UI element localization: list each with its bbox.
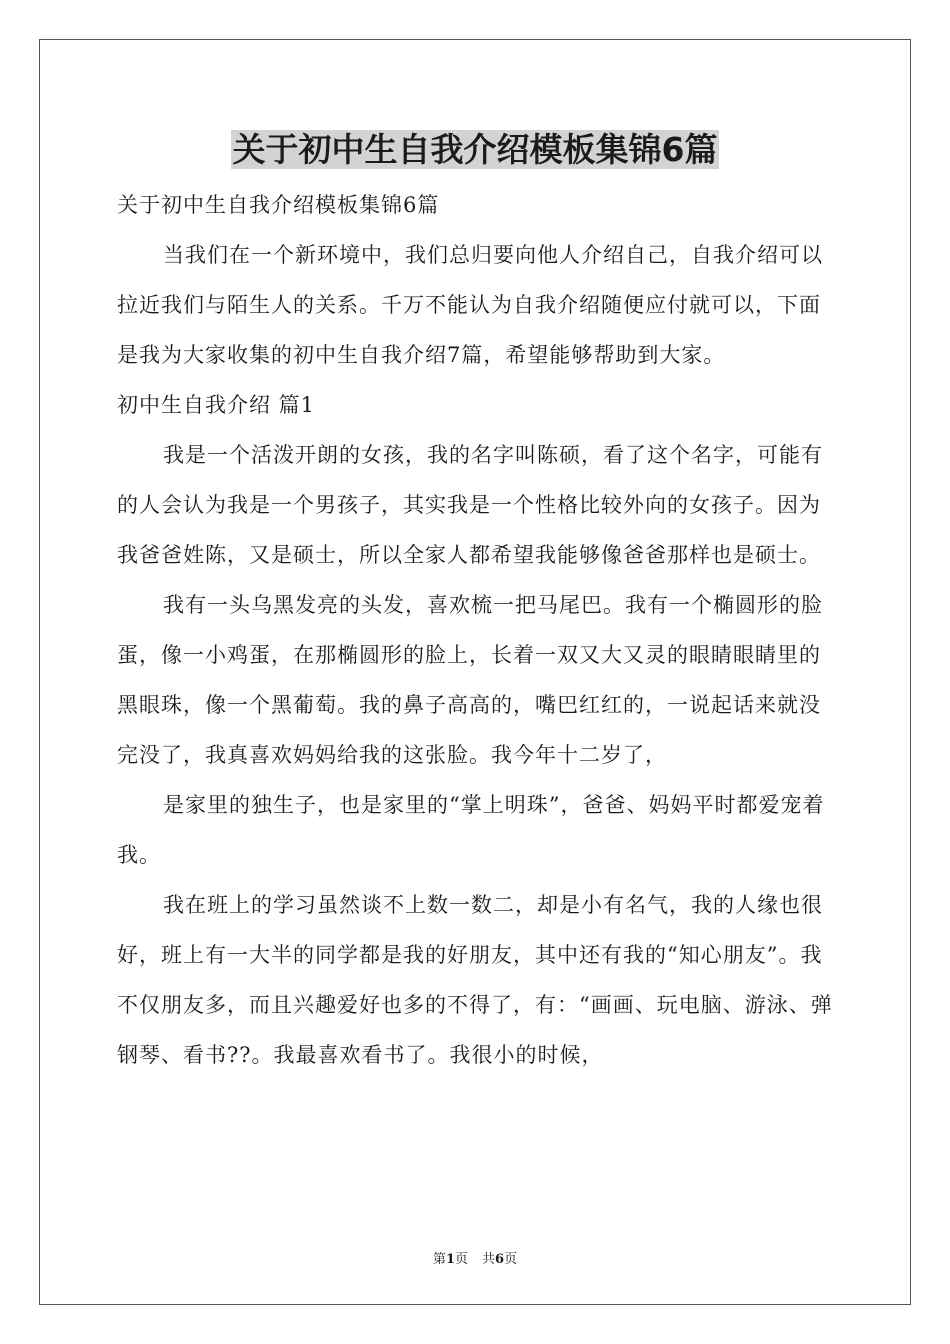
total-prefix: 共 [482, 1252, 496, 1267]
section-heading: 初中生自我介绍 篇1 [117, 393, 316, 417]
intro-paragraph: 当我们在一个新环境中，我们总归要向他人介绍自己，自我介绍可以拉近我们与陌生人的关系。千万不能认为自我介绍随便应付就可以，下面是我为大家收集的初中生自我介绍7篇，希望能够帮助到大家。 [117, 243, 823, 367]
body-paragraph: 是家里的独生子，也是家里的“掌上明珠”，爸爸、妈妈平时都爱宠着我。 [117, 793, 825, 867]
document-title [0, 128, 950, 172]
body-paragraph: 我在班上的学习虽然谈不上数一数二，却是小有名气，我的人缘也很好，班上有一大半的同学都是我的好朋友，其中还有我的“知心朋友”。我不仅朋友多，而且兴趣爱好也多的不得了，有：“画画、玩电脑、游泳、弹钢琴、看书??。我最喜欢看书了。我很小的时候， [117, 893, 833, 1067]
document-body [117, 180, 837, 1080]
page-current: 1 [445, 1252, 455, 1267]
document-title-text: 关于初中生自我介绍模板集锦6篇 [232, 130, 718, 169]
page-footer [0, 1248, 950, 1267]
page-prefix: 第 [432, 1252, 446, 1267]
page-suffix: 页 [454, 1252, 468, 1267]
total-suffix: 页 [504, 1252, 518, 1267]
body-paragraph: 我是一个活泼开朗的女孩，我的名字叫陈硕，看了这个名字，可能有的人会认为我是一个男孩子，其实我是一个性格比较外向的女孩子。因为我爸爸姓陈，又是硕士，所以全家人都希望我能够像爸爸那样也是硕士。 [117, 443, 823, 567]
body-paragraph: 我有一头乌黑发亮的头发，喜欢梳一把马尾巴。我有一个椭圆形的脸蛋，像一小鸡蛋，在那椭圆形的脸上，长着一双又大又灵的眼睛眼睛里的黑眼珠，像一个黑葡萄。我的鼻子高高的，嘴巴红红的，一说起话来就没完没了，我真喜欢妈妈给我的这张脸。我今年十二岁了， [117, 593, 823, 767]
subtitle-line: 关于初中生自我介绍模板集锦6篇 [117, 193, 440, 217]
page-total: 6 [495, 1252, 505, 1267]
